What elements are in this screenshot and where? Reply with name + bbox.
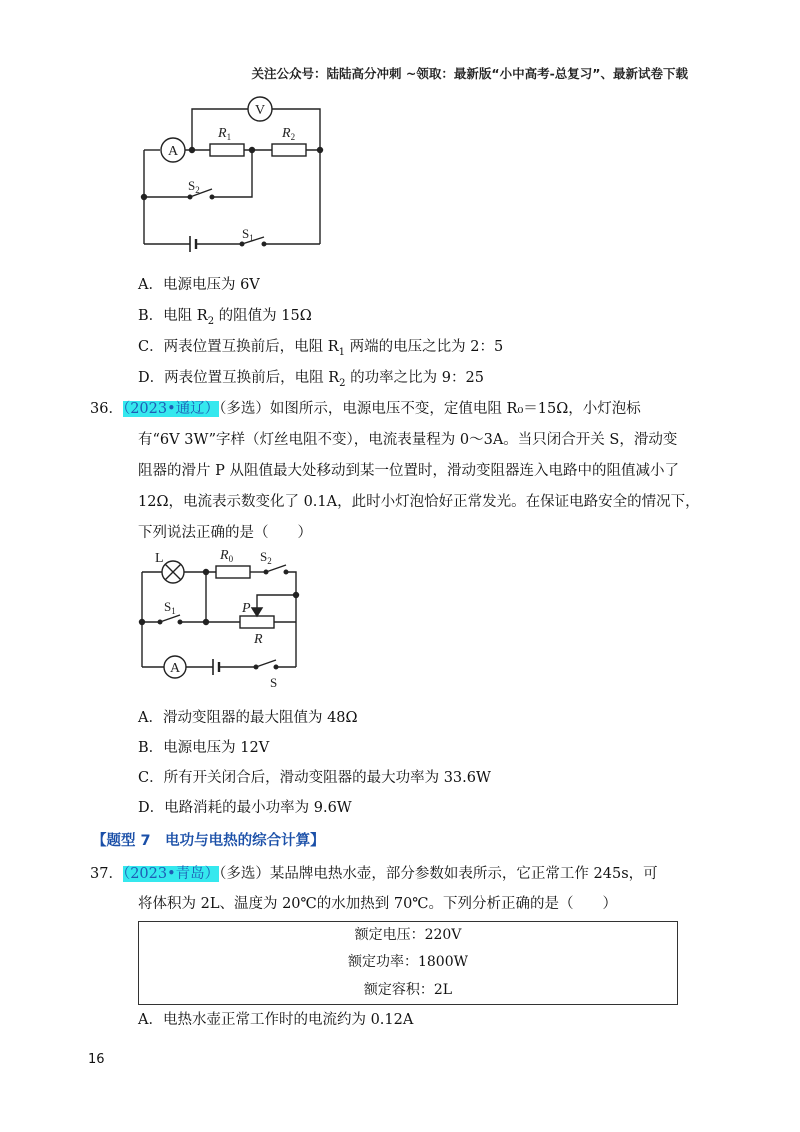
s2-label-2: $S_2$ (260, 549, 272, 566)
circuit-diagram-2 (130, 545, 320, 693)
spec-rated-voltage: 额定电压：220V (354, 927, 462, 944)
spec-rated-power: 额定功率：1800W (347, 954, 469, 971)
q36-option-d: D．电路消耗的最小功率为 9.6W (138, 800, 352, 816)
q35-option-d: D．两表位置互换前后，电阻 $R_2$ 的功率之比为 9：25 (138, 370, 484, 389)
q36-stem-line3: 阻器的滑片 P 从阻值最大处移动到某一位置时，滑动变阻器连入电路中的阻值减小了 (138, 463, 679, 479)
q35-option-a: A．电源电压为 6V (138, 277, 260, 293)
q37-stem-line2: 将体积为 2L、温度为 20℃的水加热到 70℃。下列分析正确的是（ ） (138, 896, 618, 912)
s-label: S (270, 675, 278, 690)
q36-stem-line1: 36．（2023•通辽）（多选）如图所示，电源电压不变，定值电阻 R₀＝15Ω，小灯泡标 (90, 401, 641, 417)
s1-label: $S_1$ (242, 226, 254, 243)
ammeter-label-2: A (169, 661, 181, 676)
slider-p-label: P (242, 601, 251, 616)
q37-stem-line1: 37．（2023•青岛）（多选）某品牌电热水壶，部分参数如表所示，它正常工作 245s，可 (90, 866, 658, 882)
q37-source-tag: （2023•青岛） (122, 866, 220, 882)
q35-option-c: C．两表位置互换前后，电阻 $R_1$ 两端的电压之比为 2：5 (138, 339, 504, 358)
q36-option-a: A．滑动变阻器的最大阻值为 48Ω (138, 710, 358, 726)
s1-label-2: $S_1$ (164, 599, 176, 616)
q36-stem-line2: 有“6V 3W”字样（灯丝电阻不变），电流表量程为 0～3A。当只闭合开关 S，滑动变 (138, 432, 678, 448)
lamp-label: L (155, 551, 164, 566)
spec-rated-capacity: 额定容积：2L (363, 981, 453, 998)
ammeter-label: A (167, 144, 179, 159)
page-header: 关注公众号：陆陆高分冲刺 ~领取：最新版“小中高考-总复习”、最新试卷下载 (251, 66, 688, 81)
r1-label: $R_1$ (218, 126, 232, 142)
section-heading-7: 【题型 7 电功与电热的综合计算】 (92, 833, 325, 849)
q36-option-c: C．所有开关闭合后，滑动变阻器的最大功率为 33.6W (138, 770, 491, 786)
q37-option-a: A．电热水壶正常工作时的电流约为 0.12A (138, 1012, 414, 1028)
q36-stem-line4: 12Ω，电流表示数变化了 0.1A，此时小灯泡恰好正常发光。在保证电路安全的情况下， (138, 494, 700, 510)
circuit-diagram-1 (130, 92, 340, 257)
q36-source-tag: （2023•通辽） (122, 401, 220, 417)
rheostat-label: R (254, 632, 263, 647)
s2-label: $S_2$ (188, 178, 200, 195)
q36-stem-line5: 下列说法正确的是（ ） (138, 525, 312, 541)
page-number: 16 (88, 1052, 105, 1067)
r2-label: $R_2$ (282, 126, 296, 142)
r0-label: $R_0$ (220, 548, 234, 564)
voltmeter-label: V (254, 103, 266, 118)
q36-option-b: B．电源电压为 12V (138, 740, 270, 756)
q35-option-b: B．电阻 $R_2$ 的阻值为 15Ω (138, 308, 312, 327)
spec-table (138, 921, 678, 1005)
